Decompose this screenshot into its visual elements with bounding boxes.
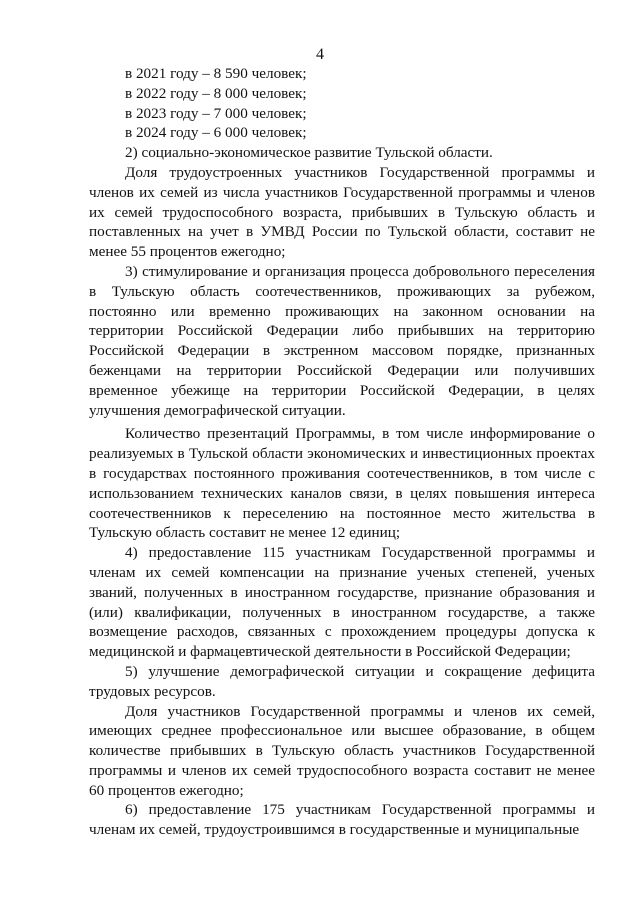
paragraph-item-6: 6) предоставление 175 участникам Государственной программы и членам их семей, трудоустроившимся в государственные и муниципальные xyxy=(89,801,595,839)
page-number: 4 xyxy=(316,46,324,63)
paragraph-presentations: Количество презентаций Программы, в том числе информирование о реализуемых в Тульской области экономических и инвестиционных проектах в государствах постоянного проживания соотечественников, в том числе с использованием технических каналов связи, в целях повышения интереса соотечественников к переселению на постоянное место жительства в Тульскую область составит не менее 12 единиц; xyxy=(89,425,595,542)
paragraph-education-share: Доля участников Государственной программы и членов их семей, имеющих среднее профессиональное или высшее образование, в общем количестве прибывших в Тульскую область участников Государственной программы и членов их семей трудоспособного возраста составит не менее 60 процентов ежегодно; xyxy=(89,702,595,799)
list-item-2023: в 2023 году – 7 000 человек; xyxy=(125,104,307,122)
body-text xyxy=(89,64,595,840)
paragraph-item-5: 5) улучшение демографической ситуации и сокращение дефицита трудовых ресурсов. xyxy=(89,662,595,700)
paragraph-employment-share: Доля трудоустроенных участников Государственной программы и членов их семей из числа участников Государственной программы и членов их семей трудоспособного возраста, прибывших в Тульскую область и поставленных на учет в УМВД России по Тульской области, составит не менее 55 процентов ежегодно; xyxy=(89,163,595,261)
paragraph-item-2: 2) социально-экономическое развитие Тульской области. xyxy=(125,144,493,162)
paragraph-item-4: 4) предоставление 115 участникам Государственной программы и членам их семей компенсации на признание ученых степеней, ученых званий, полученных в иностранном государстве, признание образования и (или) квалификации, полученных в иностранном государстве, а также возмещение расходов, связанных с прохождением процедуры допуска к медицинской и фармацевтической деятельности в Российской Федерации; xyxy=(89,544,595,661)
list-item-2021: в 2021 году – 8 590 человек; xyxy=(125,65,307,82)
list-item-2024: в 2024 году – 6 000 человек; xyxy=(125,124,307,142)
list-item-2022: в 2022 году – 8 000 человек; xyxy=(125,84,307,102)
paragraph-item-3: 3) стимулирование и организация процесса добровольного переселения в Тульскую область соотечественников, проживающих за рубежом, постоянно или временно проживающих на законном основании на территории Российской Федерации либо прибывших на территорию Российской Федерации в экстренном массовом порядке, признанных беженцами на территории Российской Федерации или получивших временное убежище на территории Российской Федерации, в целях улучшения демографической ситуации. xyxy=(89,262,595,419)
